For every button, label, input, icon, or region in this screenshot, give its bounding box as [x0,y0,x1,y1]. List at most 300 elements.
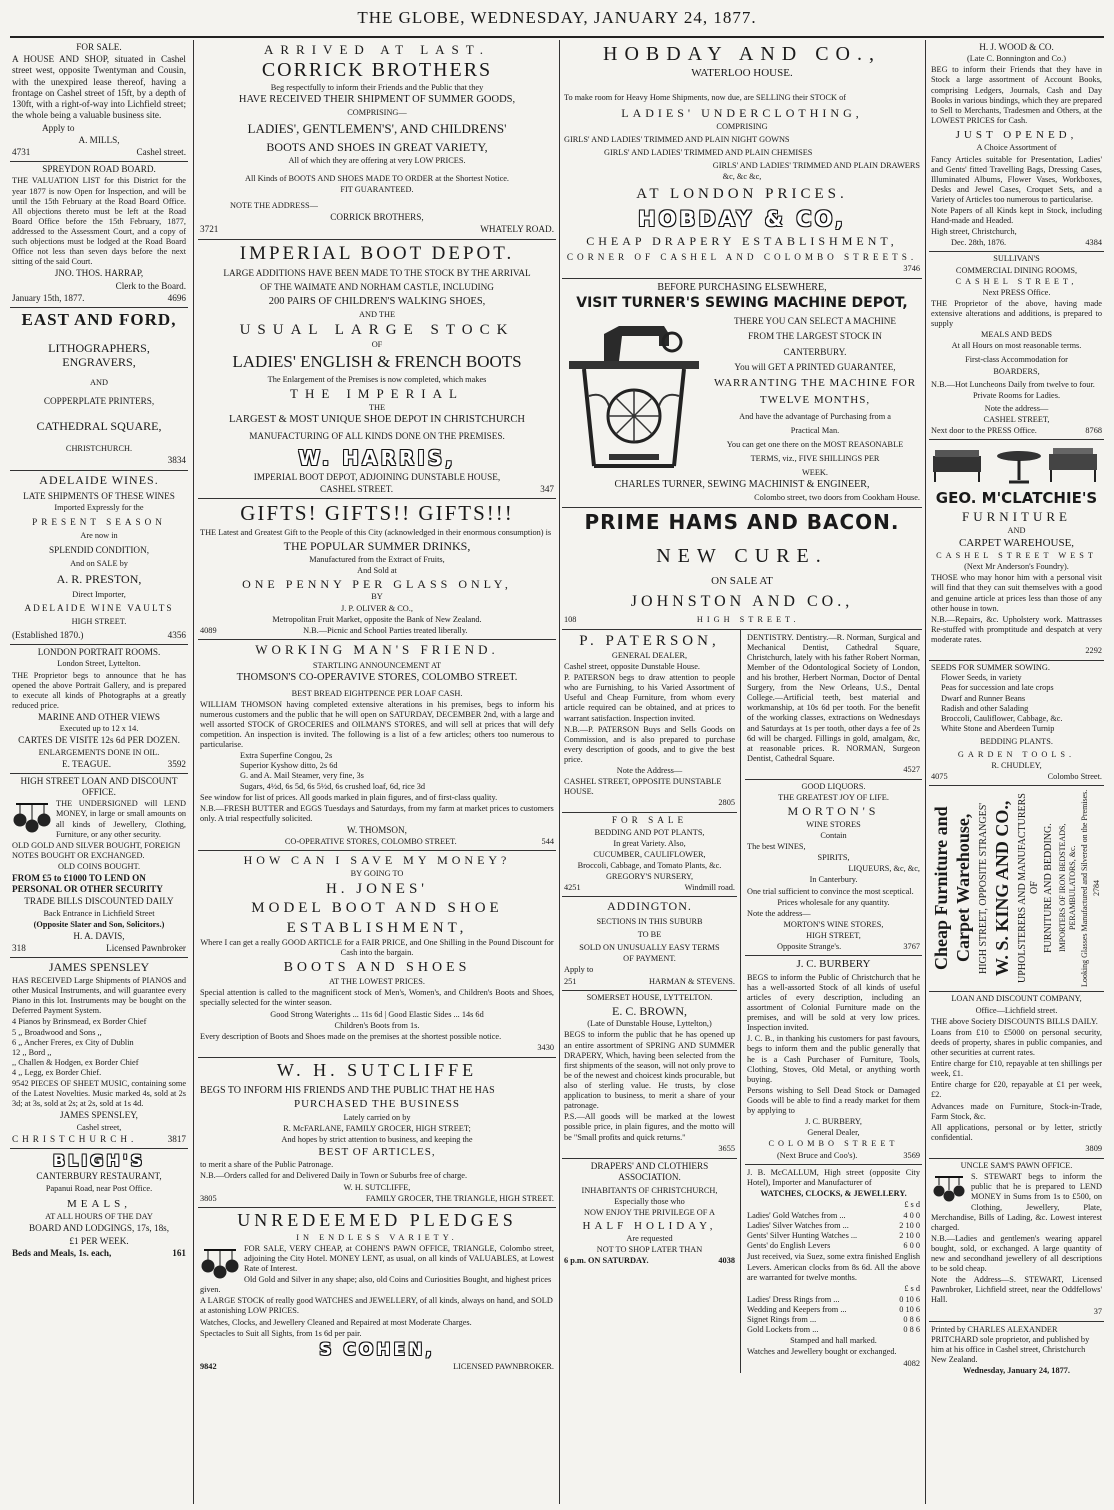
ad-gregorys-nursery [562,813,737,897]
ad-mclatchie-furniture [929,440,1104,661]
ad-body: BEG to inform their Friends that they have in Stock a large assortment of Account Books, comprising Ledgers, Journals, Cash and Day Books in various bindings, which they are prepared to Sell to Merchants, Tradesmen and Others, at the LOWEST PRICES for Cash. [931,65,1102,125]
list-item: 12 ,, Bord ,, [12,1047,52,1057]
ad-text: N.B.—Repairs, &c. Upholstery work. Mattrasses Re-stuffed with promptitude and despatch at very moderate rates. [931,614,1102,644]
ad-number: 3430 [537,1042,554,1052]
ad-heading: W. H. SUTCLIFFE [276,1060,478,1081]
ad-heading: VISIT TURNER'S SEWING MACHINE DEPOT, [576,295,908,312]
ad-text: CUCUMBER, CAULIFLOWER, [593,849,706,859]
ad-text: BEST OF ARTICLES, [318,1145,436,1158]
ad-text: Next PRESS Office. [982,287,1051,297]
ad-imperial-boot-depot [198,240,556,500]
advertiser-name: H. JONES' [325,881,429,898]
ad-text: Spectacles to Suit all Sights, from 1s 6d per pair. [200,1328,362,1338]
advertiser-name: J. P. OLIVER & CO., [341,603,413,613]
ad-text: TO BE [637,930,662,940]
item-price: 2 10 0 [899,1221,920,1231]
ad-text: (Next Bruce and Coo's). [777,1150,858,1160]
ad-text: GARDEN TOOLS. [957,750,1076,760]
ad-text: IMPORTERS OF IRON BEDSTEADS, PERAMBULATORS, &c. [1057,824,1077,953]
ad-number: 3592 [167,758,186,769]
ad-addington [562,897,737,990]
ad-text: INHABITANTS OF CHRISTCHURCH, [581,1186,718,1196]
ad-spreydon [10,162,188,308]
ad-e-c-brown [562,991,737,1159]
ad-address: CASHEL STREET WEST [936,551,1097,561]
ad-text: CARPET WAREHOUSE, [958,536,1075,549]
ad-body: THE UNDERSIGNED will LEND MONEY, in large or small amounts on all kinds of Jewellery, Clothing, Furniture, or any other security. [56,799,186,839]
ad-east-and-ford [10,308,188,471]
ad-text: Persons wishing to Sell Dead Stock or Damaged Goods will be able to find a ready market for them by applying to [747,1085,920,1116]
ad-text: GIRLS' AND LADIES' TRIMMED AND PLAIN DRAWERS [712,160,920,170]
ad-text: TERMS, viz., FIVE SHILLINGS PER [750,454,880,464]
ad-text: Especially those who [614,1197,685,1207]
ad-text: THERE YOU CAN SELECT A MACHINE [733,316,897,327]
ad-text: Note Papers of all Kinds kept in Stock, including Hand-made and Headed. [931,206,1102,226]
ad-text: SPIRITS, [817,853,850,863]
ad-text: COMPRISING— [347,108,407,118]
column-divider [193,40,194,1504]
ad-text: Clerk to the Board. [115,280,186,291]
column-2 [198,40,556,1504]
ad-text: ONE PENNY PER GLASS ONLY, [242,576,512,591]
ad-number: 318 [12,943,26,954]
ad-loan-discount-company [929,992,1104,1159]
price-row [747,1211,920,1221]
imprint [929,1322,1104,1381]
ad-address: Cashel street, opposite Dunstable House. [564,661,700,671]
list-item: Sugars, 4½d, 6s 5d, 6s 5½d, 6s crushed loaf, 6d, rice 3d [240,781,426,791]
pawn-balls-icon [931,1173,967,1203]
ad-address: WHATELY ROAD. [480,224,554,235]
ad-text: LARGE ADDITIONS HAVE BEEN MADE TO THE STOCK BY THE ARRIVAL [223,267,531,278]
advertiser-name: A. MILLS, [78,134,120,145]
ad-text: To make room for Heavy Home Shipments, now due, are SELLING their STOCK of [564,92,846,102]
ad-text: Next door to the PRESS Office. [931,426,1037,436]
piano-list [12,1017,186,1078]
ad-number: 108 [564,615,577,625]
ad-text: (Late C. Bonnington and Co.) [966,54,1067,64]
ad-heading: IMPERIAL BOOT DEPOT. [239,242,515,264]
column-divider [559,40,560,1504]
ad-heading: PRIME HAMS AND BACON. [584,509,900,534]
item-price: 6 0 0 [903,1241,920,1251]
ad-text: Lately carried on by [343,1112,411,1122]
ad-heading: ADDINGTON. [607,899,692,914]
price-row [747,1295,920,1305]
ad-high-street-loan [10,774,188,959]
ad-number: 2292 [1085,646,1102,656]
ad-text: BOOTS AND SHOES [283,960,471,976]
ad-text: You will GET A PRINTED GUARANTEE, [734,361,896,372]
list-item: Superior Kyshow ditto, 2s 6d [240,761,338,771]
ad-heading: EAST AND FORD, [21,310,177,330]
top-rule [10,36,1104,38]
ad-text: AT ALL HOURS OF THE DAY [45,1212,153,1222]
list-item: Dwarf and Runner Beans [941,693,1026,703]
ad-text: P.S.—All goods will be marked at the lowest possible price, in plain figures, and the motto will be "Small profits and quick returns." [564,1112,735,1142]
ad-text: The Enlargement of the Premises is now completed, which makes [267,375,487,385]
ad-text: Manufactured from the Extract of Fruits, [309,554,445,564]
ad-number: 9842 [200,1361,217,1371]
ad-unredeemed-pledges [198,1208,556,1375]
ad-text: Note the address— [984,403,1049,413]
ad-text: And Sold at [357,565,397,575]
item-price: 4 0 0 [903,1211,920,1221]
ad-body: FOR SALE, VERY CHEAP, at COHEN'S PAWN OFFICE, TRIANGLE, Colombo street, adjoining the City Hotel. MONEY LENT, as usual, on all kinds of VALUABLES, at Lowest Rate of Interest. [244,1243,554,1274]
ad-text: All applications, personal or by letter, strictly confidential. [931,1122,1102,1142]
ad-heading: CORRICK BROTHERS [261,58,493,81]
ad-text: LICENSED PAWNBROKER. [453,1361,554,1371]
ad-text: OF PAYMENT. [623,954,676,964]
item-price: 0 10 6 [899,1294,920,1304]
ad-heading: UNREDEEMED PLEDGES [237,1209,517,1230]
advertiser-name: GREGORY'S NURSERY, [605,872,694,882]
ad-number: 3721 [200,224,219,235]
ad-heading: ADELAIDE WINES. [39,473,159,488]
ad-body: A HOUSE AND SHOP, situated in Cashel street west, opposite Twentyman and Cousin, with the unexpired lease thereof, having a frontage on Cashel street of 15ft, by a depth of 130ft, with a right-of-way into Lichfield street; the whole being a valuable business site. [12,54,186,121]
ad-text: £ s d [904,1283,920,1293]
ad-number: 4527 [903,764,920,774]
advertiser-name: JOHNSTON AND CO., [630,592,854,610]
ad-text: to merit a share of the Public Patronage. [200,1160,334,1170]
ad-address: HIGH STREET. [696,615,800,625]
ad-text: FURNITURE AND BEDDING. [1043,823,1055,954]
ad-p-paterson [562,630,737,814]
ad-text: OF [371,340,383,350]
ad-address: Windmill road. [684,883,735,893]
ad-text: THOMSON'S CO-OPERAVIVE STORES, COLOMBO STREET. [236,671,518,683]
price-row [747,1325,920,1335]
ad-text: Opposite Strange's. [777,942,842,952]
ad-text: MODEL BOOT AND SHOE [251,900,503,917]
item-price: 0 8 6 [903,1315,920,1325]
ad-text: SPLENDID CONDITION, [48,544,150,555]
advertiser-name: R. CHUDLEY, [991,761,1042,771]
ad-text: OLD COINS BOUGHT. [57,861,141,871]
ad-j-c-burbery [745,956,922,1164]
ad-text: CHRISTCHURCH. [65,443,133,453]
ad-address: CASHEL STREET, [983,415,1050,425]
ad-text: (Opposite Slater and Son, Solicitors.) [33,919,165,929]
ad-text: Stamped and hall marked. [790,1336,877,1346]
advertiser-name: H. A. DAVIS, [73,930,125,941]
ad-number: 4082 [903,1358,920,1368]
ad-heading: HOW CAN I SAVE MY MONEY? [243,853,511,868]
ad-heading: WORKING MAN'S FRIEND. [255,641,499,657]
ad-text: LADIES', GENTLEMEN'S', AND CHILDRENS' [247,121,507,137]
ad-body: J. B. McCALLUM, High street (opposite City Hotel), Importer and Manufacturer of [747,1167,920,1187]
ad-text: HALF HOLIDAY, [582,1219,717,1232]
pawn-balls-icon [12,800,52,834]
list-item: Flower Seeds, in variety [941,673,1022,683]
ad-text: Every description of Boots and Shoes made on the premises at the shortest possible notice. [200,1031,502,1041]
ad-sullivans [929,252,1104,440]
item-label: Gents' do English Levers [747,1241,831,1251]
ad-heading: Cheap Furniture and Carpet Warehouse, [931,806,974,971]
ad-uncle-sams [929,1159,1104,1322]
ad-address: Colombo street, two doors from Cookham House. [754,492,920,502]
item-price: 0 8 6 [903,1325,920,1335]
ad-text: FIT GUARANTEED. [340,184,414,194]
price-row [747,1231,920,1241]
ad-text: CHEAP DRAPERY ESTABLISHMENT, [586,233,898,248]
ad-heading: SULLIVAN'S [993,254,1040,264]
ad-body: THOSE who may honor him with a personal visit will find that they can suit themselves with a good and genuine article at prices less than those of any other house in town. [931,573,1102,613]
ad-body: S. STEWART begs to inform the public that he is prepared to LEND MONEY in Sums from 1s to £500, on Clothing, Jewellery, Plate, Merchandise, Bills of Lading, &c. Lowest interest charged. [931,1172,1102,1232]
ad-text: NOT TO SHOP LATER THAN [596,1245,703,1255]
ad-drapers-association [562,1159,737,1270]
ad-heading: GIFTS! GIFTS!! GIFTS!!! [240,501,514,526]
ad-text: (Established 1870.) [12,629,84,640]
ad-number: 3569 [903,1150,920,1160]
ad-text: HAVE RECEIVED THEIR SHIPMENT OF SUMMER GOODS, [238,94,516,106]
ad-text: COMPRISING [716,121,768,131]
ad-address: MORTON'S WINE STORES, [783,919,884,929]
ad-text: Beg respectfully to inform their Friends and the Public that they [270,83,484,93]
ad-text: OLD GOLD AND SILVER BOUGHT, FOREIGN NOTES BOUGHT OR EXCHANGED. [12,840,181,860]
ad-address: Cashel street, [76,1122,122,1132]
ad-heading: JUST OPENED, [955,128,1078,141]
ad-heading: H. J. WOOD & CO. [979,42,1054,52]
ad-text: In Canterbury. [809,875,858,885]
advertiser-name: CORRICK BROTHERS, [330,212,424,223]
ad-address: CASHEL STREET. [320,483,393,494]
ad-text: &c, &c &c, [722,171,762,181]
ad-text: CORNER OF CASHEL AND COLOMBO STREETS. [566,251,918,262]
ad-text: Broccoli, Cabbage, and Tomato Plants, &c. [577,861,722,871]
ad-text: AND THE [358,310,396,320]
ad-text: BY [371,592,383,602]
ad-text: AND [90,378,108,388]
ad-number: 2784 [1092,880,1102,897]
list-item: Broccoli, Cauliflower, Cabbage, &c. [941,713,1063,723]
ad-heading: HIGH STREET LOAN AND DISCOUNT OFFICE. [20,775,178,798]
ad-text: IN ENDLESS VARIETY. [296,1232,458,1242]
furniture-illustration [931,444,1101,484]
ad-text: THE [368,403,386,413]
ad-address: Colombo Street. [1047,772,1102,782]
ad-text: N.B.—FRESH BUTTER and EGGS Tuesdays and Saturdays, from my farm at market prices to customers only. A trial respectfully solicited. [200,803,554,823]
ad-text: STARTLING ANNOUNCEMENT AT [312,660,442,670]
ad-number: 4089 [200,625,217,635]
ad-date: Dec. 28th, 1876. [951,238,1007,248]
ad-text: Papanui Road, near Post Office. [45,1183,153,1193]
list-item: 5 ,, Broadwood and Sons ,, [12,1027,102,1037]
item-label: Gents' Silver Hunting Watches ... [747,1231,858,1241]
column-1 [10,40,188,1504]
ad-text: Entire charge for £10, repayable at ten shillings per week, £1. [931,1059,1102,1079]
ad-heading: DRAPERS' AND CLOTHIERS ASSOCIATION. [590,1160,709,1183]
ad-text: AND [1007,525,1026,535]
ad-body: THE Latest and Greatest Gift to the People of this City (acknowledged in their enormous consumption) is [200,527,552,537]
ad-text: Apply to [42,122,75,133]
ad-text: FROM £5 to £1000 TO LEND ON PERSONAL OR OTHER SECURITY [12,873,163,895]
ad-body: THE VALUATION LIST for this District for the year 1877 is now Open for Inspection, and will be until the 15th February at the Road Board Office. All objections thereto must be left at the Road Board Office before the 15th February, 1877, addressed to the Assessment Court, and a copy of such objections must be lodged at the Road Board Office not less than seven days before the next sitting of the said Court. [12,176,186,267]
ad-w-h-sutcliffe [198,1058,556,1208]
sewing-machine-illustration [564,316,704,476]
advertiser-name: S COHEN, [319,1339,435,1360]
ad-text: CARTES DE VISITE 12s 6d PER DOZEN. [18,735,180,746]
ad-text: See window for list of prices. All goods marked in plain figures, and of first-class quality. [200,792,498,802]
ad-text: CANTERBURY. [783,346,847,357]
ad-number: 4075 [931,772,948,782]
ad-text: Note the address— [747,908,811,918]
ad-text: BEGS TO INFORM HIS FRIENDS AND THE PUBLIC THAT HE HAS [200,1084,495,1096]
ad-text: Children's Boots from 1s. [334,1020,420,1030]
ad-text: Imported Expressly for the [54,503,144,513]
ad-text: Private Rooms for Ladies. [972,390,1061,400]
ad-text: NOTE THE ADDRESS— [230,201,318,211]
ad-text: Prices wholesale for any quantity. [777,897,890,907]
split-left [562,630,741,1373]
ad-heading: J. C. BURBERY [796,958,871,971]
ad-text: Are now in [80,531,118,541]
ad-blighs [10,1149,188,1262]
ad-heading: ARRIVED AT LAST. [264,42,490,57]
ad-text: All of which they are offering at very LOW PRICES. [288,155,466,165]
ad-text: GIRLS' AND LADIES' TRIMMED AND PLAIN CHEMISES [604,147,813,157]
ad-number: 3834 [167,455,186,466]
ad-text: USUAL LARGE STOCK [239,322,515,339]
imprint-date: Wednesday, January 24, 1877. [963,1366,1070,1376]
ad-text: BEDDING PLANTS. [980,736,1053,746]
price-row [747,1241,920,1251]
ad-body: HAS RECEIVED Large Shipments of PIANOS and other Musical Instruments, and will guarantee every Piano in this lot. Instruments may be bought on the Deferred Payment System. [12,975,186,1016]
ad-text: NEW CURE. [656,545,828,568]
item-price: 0 10 6 [899,1305,920,1315]
ad-corrick-brothers [198,40,556,240]
ad-text: Licensed Pawnbroker [106,943,186,954]
price-row [747,1221,920,1231]
ad-address: High street, Christchurch, [931,227,1017,237]
ad-address: CO-OPERATIVE STORES, COLOMBO STREET. [284,837,457,847]
ad-number: 4251 [564,883,581,893]
ad-gifts [198,499,556,640]
ad-text: GIRLS' AND LADIES' TRIMMED AND PLAIN NIGHT GOWNS [564,134,790,144]
ad-text: COPPERPLATE PRINTERS, [43,396,155,407]
ad-text: IMPERIAL BOOT DEPOT, ADJOINING DUNSTABLE HOUSE, [253,471,501,482]
ad-body: P. PATERSON begs to draw attention to people who are Furnishing, to his Varied Assortment of Useful and Cheap Furniture, from whom every article required can be obtained, and at prices to warrant satisfaction. Inspection invited. [564,673,735,723]
ad-address: HIGH STREET, [806,931,861,941]
ad-text: Just received, via Suez, some extra finished English Levers. American clocks from 8s 6d. All the above are warranted for twelve months. [747,1252,920,1282]
advertiser-name: JAMES SPENSLEY, [60,1110,138,1121]
ad-prime-hams [562,508,922,630]
ad-hobday-and-co [562,40,922,279]
list-item: 6 ,, Ancher Freres, ex City of Dublin [12,1037,134,1047]
ad-date: January 15th, 1877. [12,292,85,303]
list-item: ,, Challen & Hodgen, ex Border Chief [12,1057,139,1067]
ad-seeds [929,661,1104,786]
ad-address: FAMILY GROCER, THE TRIANGLE, HIGH STREET. [365,1193,554,1203]
ad-text: THE GREATEST JOY OF LIFE. [778,793,889,803]
ad-text: Note the Address— [616,766,683,776]
ad-number: 3809 [1085,1143,1102,1153]
ad-text: TWELVE MONTHS, [759,394,871,407]
ad-text: Looking Glasses Manufactured and Silvered on the Premises. [1079,789,1089,988]
ad-text: Special attention is called to the magnificent stock of Men's, Women's, and Children's Boots and Shoes, specially selected for the winter season. [200,988,554,1008]
advertiser-name: MORTON'S [787,804,880,819]
ad-text: MARINE AND OTHER VIEWS [37,711,161,722]
ad-text: BOARD AND LODGINGS, 17s, 18s, [28,1223,170,1234]
ad-h-jones [198,851,556,1058]
ad-text: TRADE BILLS DISCOUNTED DAILY [24,896,174,907]
ad-text: Loans from £10 to £5000 on personal security, deeds of property, shares in public companies, and other securities at current rates. [931,1027,1102,1057]
list-item: 4 ,, Legg, ex Border Chief. [12,1067,102,1077]
price-row [747,1305,920,1315]
item-label: Wedding and Keepers from ... [747,1305,847,1315]
ad-text: Are requested [626,1233,673,1243]
ad-number: 3655 [718,1143,735,1153]
ad-working-mans-friend [198,640,556,852]
ad-text: MEALS, [66,1197,132,1210]
ad-text: PURCHASED THE BUSINESS [293,1098,461,1111]
ad-text: At all Hours on most reasonable terms. [951,341,1082,351]
ad-number: 37 [1093,1306,1102,1316]
ad-text: You can get one there on the MOST REASONABLE [726,440,904,450]
ad-text: Fancy Articles suitable for Presentation, Ladies' and Gents' fitted Travelling Bags, Dressing Cases, Illuminated Albums, Flower Vases, Workboxes, Desks and Jewel Cases, Croquet Sets, and a Variety of Articles too numerous to particularise. [931,154,1102,204]
ad-number: 3767 [903,942,920,952]
ad-text: Office—Lichfield street. [975,1005,1058,1015]
ad-text: AT THE LOWEST PRICES. [329,977,425,987]
ad-heading: FOR SALE [611,815,688,826]
ad-address: CASHEL STREET, OPPOSITE DUNSTABLE HOUSE. [564,777,722,797]
ad-body: DENTISTRY. Dentistry.—R. Norman, Surgical and Mechanical Dentist, Cathedral Square, Christchurch, lately with his father Robert Norman, Member of the Odontological Society of London, and his brother, Herbert Norman, Doctor of Dental Surgery, from the New Orleans, U.S., Dental College.—Artificial teeth, best material and workmanship, at 10s 6d per tooth. For the benefit of the working classes, extractions on Wednesdays and Saturdays at 1s per tooth, other days a fee of 2s 6d will be charged. Fillings in gold, amalgam, &c, at reasonable prices. R. NORMAN, Surgeon Dentist, Cathedral Square. [747,632,920,763]
ad-text: LATE SHIPMENTS OF THESE WINES [23,490,175,501]
ad-text: Where I can get a really GOOD ARTICLE for a FAIR PRICE, and One Shilling in the Pound Discount for Cash into the bargain. [200,937,554,958]
ad-text: MEALS AND BEDS [981,330,1052,340]
ad-text: 6 p.m. ON SATURDAY. [564,1256,649,1266]
item-label: Signet Rings from ... [747,1315,817,1325]
ad-text: Note the Address—S. STEWART, Licensed Pawnbroker, Lichfield street, near the Oddfellows' Hall. [931,1275,1102,1305]
ad-text: Practical Man. [790,426,840,435]
pawn-balls-icon [200,1246,240,1280]
item-price: 2 10 0 [899,1231,920,1241]
ad-text: J. C. B., in thanking his customers for past favours, begs to inform them and the public generally that he is a Cash Purchaser of Furniture, Tools, Clothing, Stoves, Old Metal, or anything worth buying. [747,1034,920,1084]
ad-text: £1 PER WEEK. [69,1235,129,1246]
ad-heading: HOBDAY AND CO., [603,43,881,65]
ad-mccallum-watches [745,1165,922,1373]
ad-turners-sewing-machine [562,279,922,508]
ad-text: Metropolitan Fruit Market, opposite the Bank of New Zealand. [272,614,482,624]
ad-text: FROM THE LARGEST STOCK IN [748,331,882,342]
ad-heading: LOAN AND DISCOUNT COMPANY, [951,994,1082,1004]
ad-text: CHRISTCHURCH. [12,1133,138,1144]
ad-text: CANTERBURY RESTAURANT, [36,1171,162,1182]
ad-address: CASHEL STREET, [955,276,1078,286]
item-label: Ladies' Gold Watches from ... [747,1211,846,1221]
ad-address: HIGH STREET, OPPOSITE STRANGES' [977,802,989,974]
advertiser-name: W. S. KING AND CO., [992,800,1013,977]
ad-text: One trial sufficient to convince the most sceptical. [747,886,914,896]
advertiser-name: E. TEAGUE. [62,758,112,769]
advertiser-name: JNO. THOS. HARRAP, [54,268,144,279]
ad-text: Entire charge for £20, repayable at £1 per week, £2. [931,1080,1102,1100]
masthead: THE GLOBE, WEDNESDAY, JANUARY 24, 1877. [357,8,757,27]
ad-text: First-class Accommodation for [965,355,1068,365]
ad-text: WINE STORES [806,819,861,829]
price-list [200,751,554,791]
ad-text: Old Gold and Silver in any shape; also, old Coins and Curiosities Bought, and highest prices given. [200,1275,552,1295]
item-label: Gold Lockets from ... [747,1325,819,1335]
ad-text: Back Entrance in Lichfield Street [43,908,155,918]
ad-number: 4038 [718,1256,735,1266]
ad-text: LADIES' ENGLISH & FRENCH BOOTS [232,351,522,371]
ad-number: 4356 [167,629,186,640]
ad-text: SOLD ON UNUSUALLY EASY TERMS [579,943,720,953]
advertiser-name: W. THOMSON, [347,825,407,836]
ad-text: Advances made on Furniture, Stock-in-Trade, Farm Stock, &c. [931,1101,1102,1121]
ad-number: 3746 [903,263,920,273]
